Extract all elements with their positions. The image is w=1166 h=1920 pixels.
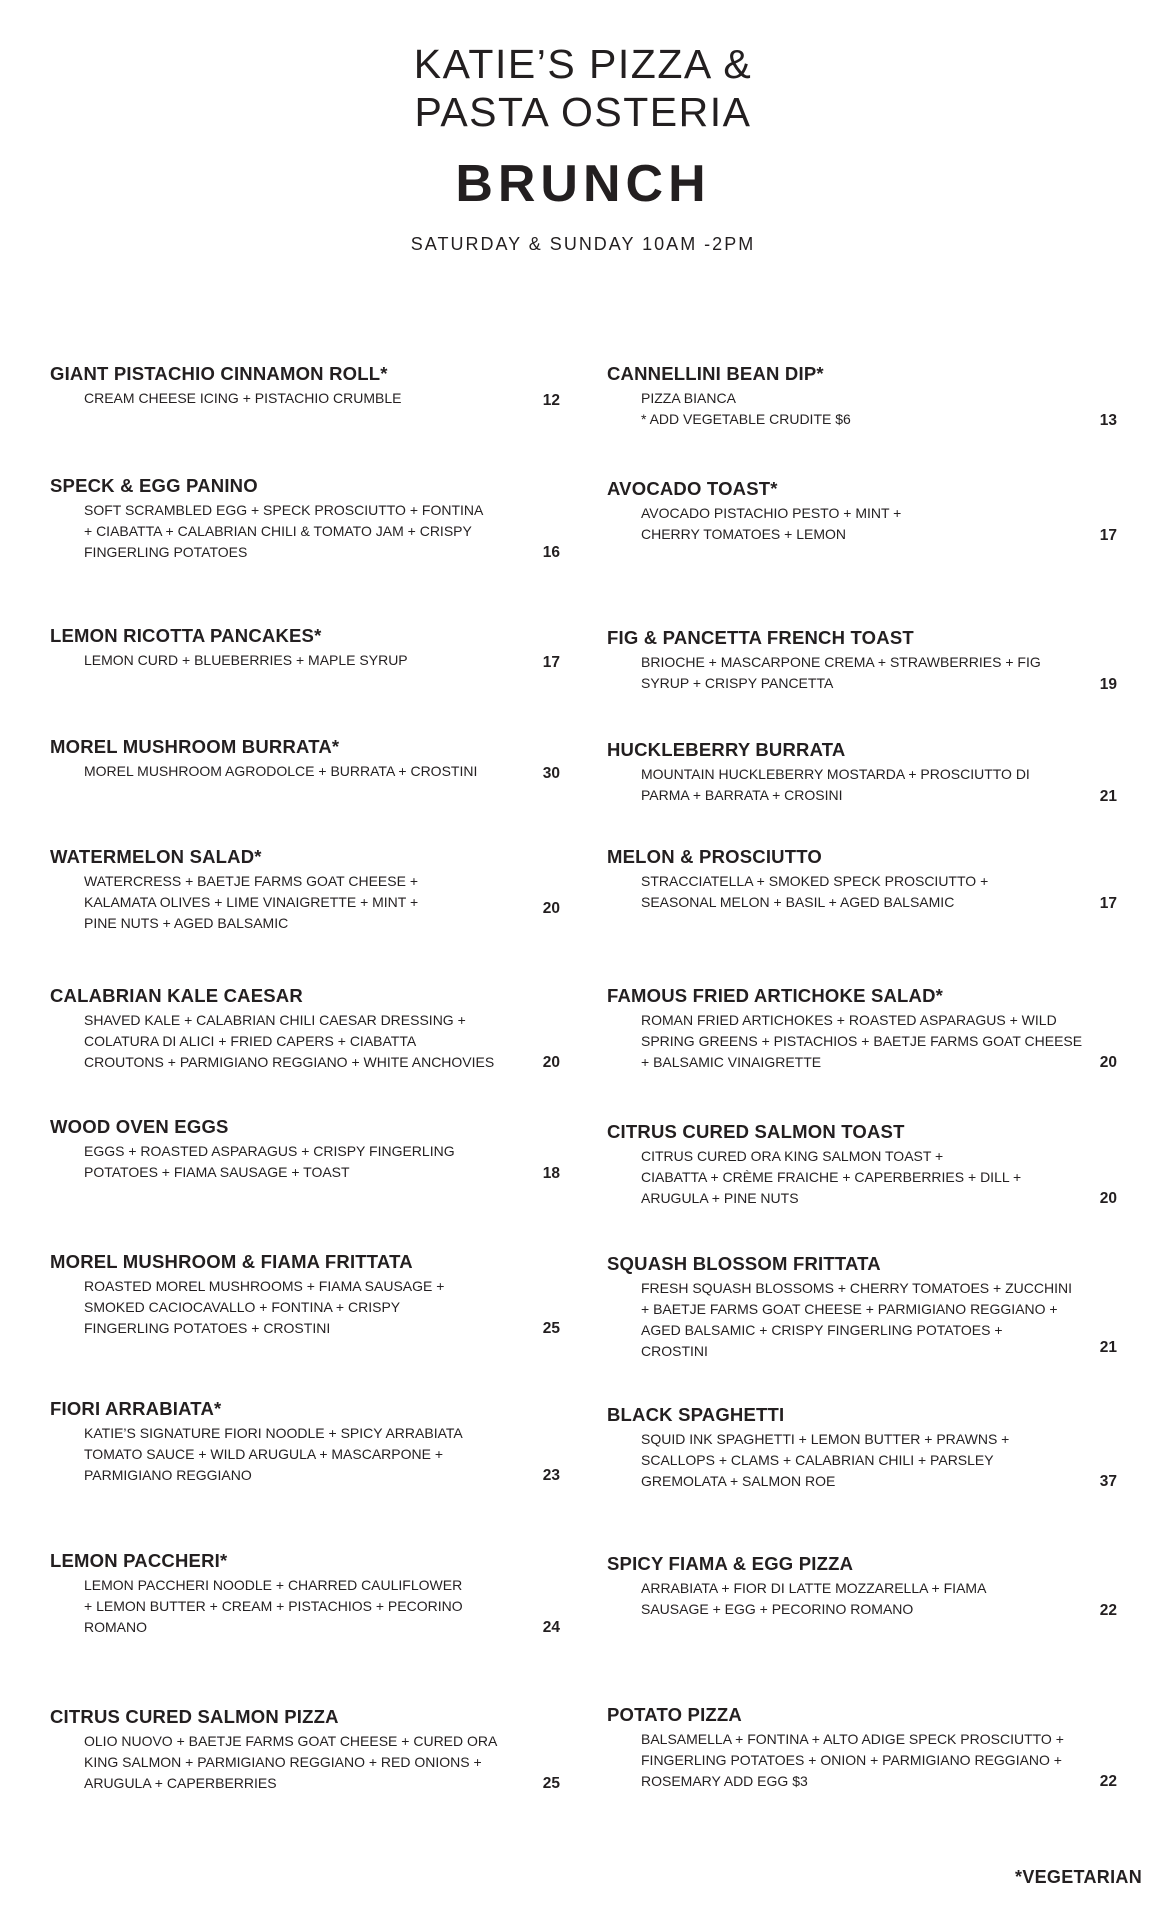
- menu-item-description-line: MOREL MUSHROOM AGRODOLCE + BURRATA + CROSTINI: [84, 763, 478, 779]
- menu-item: [50, 735, 560, 782]
- menu-item-price: 22: [1099, 1602, 1117, 1619]
- menu-item-description-line: ARUGULA + PINE NUTS: [641, 1190, 799, 1206]
- menu-item-description: [84, 1010, 495, 1073]
- menu-item: [607, 1403, 1117, 1492]
- menu-item-name: FIG & PANCETTA FRENCH TOAST: [607, 627, 914, 648]
- menu-item: [50, 1115, 560, 1183]
- menu-item: [50, 474, 560, 563]
- menu-item-name: POTATO PIZZA: [607, 1704, 742, 1725]
- menu-item-description: [641, 503, 1041, 545]
- menu-item-price: 23: [542, 1467, 560, 1484]
- menu-item-name: CITRUS CURED SALMON TOAST: [607, 1121, 905, 1142]
- menu-item-description-line: SEASONAL MELON + BASIL + AGED BALSAMIC: [641, 894, 955, 910]
- menu-item-price: 19: [1099, 676, 1117, 693]
- menu-item-price: 25: [542, 1775, 560, 1792]
- menu-item-description-line: BALSAMELLA + FONTINA + ALTO ADIGE SPECK PROSCIUTTO +: [641, 1731, 1064, 1747]
- menu-item-name: FAMOUS FRIED ARTICHOKE SALAD*: [607, 985, 944, 1006]
- menu-item-description: [84, 650, 484, 671]
- menu-item: [607, 1703, 1117, 1792]
- menu-item: [607, 738, 1117, 806]
- menu-item-description: [84, 1575, 484, 1638]
- menu-item-name: BLACK SPAGHETTI: [607, 1404, 785, 1425]
- menu-item-price: 24: [542, 1619, 560, 1636]
- menu-item-description: [641, 1010, 1083, 1073]
- menu-item: [50, 624, 560, 671]
- menu-item-description-line: AGED BALSAMIC + CRISPY FINGERLING POTATOES +: [641, 1322, 1003, 1338]
- menu-item-description-line: FINGERLING POTATOES + ONION + PARMIGIANO REGGIANO +: [641, 1752, 1062, 1768]
- menu-item-description-line: CHERRY TOMATOES + LEMON: [641, 526, 847, 542]
- menu-item-description-line: SAUSAGE + EGG + PECORINO ROMANO: [641, 1601, 914, 1617]
- menu-item-name: CALABRIAN KALE CAESAR: [50, 985, 303, 1006]
- menu-item-price: 20: [542, 900, 560, 917]
- menu-item-description-line: PARMA + BARRATA + CROSINI: [641, 787, 843, 803]
- menu-item-description-line: FINGERLING POTATOES: [84, 544, 248, 560]
- menu-item: [50, 845, 560, 934]
- menu-item-name: LEMON PACCHERI*: [50, 1550, 228, 1571]
- menu-item-price: 21: [1099, 1339, 1117, 1356]
- menu-item-name: MELON & PROSCIUTTO: [607, 846, 822, 867]
- menu-item: [607, 1552, 1117, 1620]
- menu-item-description-line: CROUTONS + PARMIGIANO REGGIANO + WHITE ANCHOVIES: [84, 1054, 495, 1070]
- restaurant-name-line1: KATIE’S PIZZA &: [413, 41, 753, 87]
- menu-item-description: [84, 1423, 484, 1486]
- menu-item-description-line: POTATOES + FIAMA SAUSAGE + TOAST: [84, 1164, 350, 1180]
- menu-item-description-line: + BAETJE FARMS GOAT CHEESE + PARMIGIANO REGGIANO +: [641, 1301, 1058, 1317]
- menu-item-description: [641, 1729, 1064, 1792]
- menu-item-description: [84, 1141, 484, 1183]
- menu-item-description: [84, 1731, 498, 1794]
- menu-item-description-line: CREAM CHEESE ICING + PISTACHIO CRUMBLE: [84, 390, 402, 406]
- menu-item: [607, 984, 1117, 1073]
- menu-item-price: 17: [1099, 527, 1117, 544]
- menu-item-name: MOREL MUSHROOM & FIAMA FRITTATA: [50, 1251, 413, 1272]
- menu-item-description-line: CROSTINI: [641, 1343, 708, 1359]
- menu-item-description-line: SPRING GREENS + PISTACHIOS + BAETJE FARMS GOAT CHEESE: [641, 1033, 1083, 1049]
- menu-item-description-line: MOUNTAIN HUCKLEBERRY MOSTARDA + PROSCIUTTO DI: [641, 766, 1030, 782]
- menu-item-name: HUCKLEBERRY BURRATA: [607, 739, 846, 760]
- menu-item-description: [641, 388, 1041, 430]
- menu-item-description: [641, 871, 1041, 913]
- menu-item-description: [84, 1276, 484, 1339]
- menu-item-description-line: + BALSAMIC VINAIGRETTE: [641, 1054, 822, 1070]
- restaurant-name-line2: PASTA OSTERIA: [414, 89, 752, 135]
- menu-item-description-line: WATERCRESS + BAETJE FARMS GOAT CHEESE +: [84, 873, 418, 889]
- menu-item: [607, 477, 1117, 545]
- menu-item-description-line: LEMON PACCHERI NOODLE + CHARRED CAULIFLOWER: [84, 1577, 463, 1593]
- menu-item-description-line: SHAVED KALE + CALABRIAN CHILI CAESAR DRESSING +: [84, 1012, 466, 1028]
- menu-item-name: SPICY FIAMA & EGG PIZZA: [607, 1553, 854, 1574]
- menu-item-description-line: ROMANO: [84, 1619, 147, 1635]
- menu-item-price: 30: [542, 765, 560, 782]
- menu-item: [50, 1397, 560, 1486]
- menu-item-description: [84, 388, 484, 409]
- menu-item: [50, 1705, 560, 1794]
- menu-item-description-line: KING SALMON + PARMIGIANO REGGIANO + RED ONIONS +: [84, 1754, 482, 1770]
- menu-item: [50, 362, 560, 409]
- menu-item-price: 12: [542, 392, 560, 409]
- menu-item-description-line: OLIO NUOVO + BAETJE FARMS GOAT CHEESE + CURED ORA: [84, 1733, 498, 1749]
- menu-item-description-line: SMOKED CACIOCAVALLO + FONTINA + CRISPY: [84, 1299, 401, 1315]
- menu-item: [50, 984, 560, 1073]
- menu-item-price: 21: [1099, 788, 1117, 805]
- menu-item-description-line: FRESH SQUASH BLOSSOMS + CHERRY TOMATOES + ZUCCHINI: [641, 1280, 1072, 1296]
- restaurant-name: [0, 40, 1166, 136]
- menu-item-price: 18: [542, 1165, 560, 1182]
- menu-item-description-line: CIABATTA + CRÈME FRAICHE + CAPERBERRIES + DILL +: [641, 1169, 1022, 1185]
- menu-item-description-line: EGGS + ROASTED ASPARAGUS + CRISPY FINGERLING: [84, 1143, 455, 1159]
- menu-item-description-line: PIZZA BIANCA: [641, 390, 736, 406]
- menu-item-price: 37: [1099, 1473, 1117, 1490]
- menu-item-description: [641, 1146, 1041, 1209]
- menu-item-description-line: SCALLOPS + CLAMS + CALABRIAN CHILI + PARSLEY: [641, 1452, 994, 1468]
- menu-item-description-line: STRACCIATELLA + SMOKED SPECK PROSCIUTTO +: [641, 873, 989, 889]
- menu-item-description-line: BRIOCHE + MASCARPONE CREMA + STRAWBERRIES + FIG: [641, 654, 1041, 670]
- menu-item-description-line: * ADD VEGETABLE CRUDITE $6: [641, 411, 851, 427]
- menu-item-description: [641, 1429, 1041, 1492]
- menu-item-name: FIORI ARRABIATA*: [50, 1398, 222, 1419]
- menu-item-description-line: AVOCADO PISTACHIO PESTO + MINT +: [641, 505, 902, 521]
- menu-item-description-line: ARRABIATA + FIOR DI LATTE MOZZARELLA + FIAMA: [641, 1580, 987, 1596]
- menu-item-name: SPECK & EGG PANINO: [50, 475, 258, 496]
- menu-item-description: [84, 500, 484, 563]
- menu-item-price: 20: [1099, 1054, 1117, 1071]
- menu-item-description-line: FINGERLING POTATOES + CROSTINI: [84, 1320, 331, 1336]
- menu-item-name: SQUASH BLOSSOM FRITTATA: [607, 1253, 881, 1274]
- menu-item-description: [84, 761, 484, 782]
- menu-item-price: 16: [542, 544, 560, 561]
- menu-item-description-line: + LEMON BUTTER + CREAM + PISTACHIOS + PECORINO: [84, 1598, 463, 1614]
- menu-item-price: 17: [542, 654, 560, 671]
- menu-item-description: [641, 652, 1041, 694]
- menu-item-price: 20: [1099, 1190, 1117, 1207]
- menu-item-price: 13: [1099, 412, 1117, 429]
- menu-item-description-line: CITRUS CURED ORA KING SALMON TOAST +: [641, 1148, 944, 1164]
- menu-item: [607, 1252, 1117, 1362]
- menu-item-name: CANNELLINI BEAN DIP*: [607, 363, 824, 384]
- menu-item-name: MOREL MUSHROOM BURRATA*: [50, 736, 340, 757]
- menu-item-description: [641, 1278, 1072, 1362]
- menu-item-name: WATERMELON SALAD*: [50, 846, 262, 867]
- menu-item-description-line: ROSEMARY ADD EGG $3: [641, 1773, 808, 1789]
- menu-item-description-line: KATIE’S SIGNATURE FIORI NOODLE + SPICY ARRABIATA: [84, 1425, 463, 1441]
- menu-item-price: 22: [1099, 1773, 1117, 1790]
- menu-item-description: [641, 764, 1041, 806]
- menu-item-price: 20: [542, 1054, 560, 1071]
- menu-item-description-line: LEMON CURD + BLUEBERRIES + MAPLE SYRUP: [84, 652, 408, 668]
- menu-item-description-line: PARMIGIANO REGGIANO: [84, 1467, 252, 1483]
- menu-item-price: 17: [1099, 895, 1117, 912]
- menu-item: [607, 626, 1117, 694]
- menu-item-description-line: TOMATO SAUCE + WILD ARUGULA + MASCARPONE +: [84, 1446, 444, 1462]
- menu-item: [607, 362, 1117, 430]
- menu-item-description-line: SOFT SCRAMBLED EGG + SPECK PROSCIUTTO + FONTINA: [84, 502, 484, 518]
- menu-item-name: WOOD OVEN EGGS: [50, 1116, 229, 1137]
- menu-item-description-line: + CIABATTA + CALABRIAN CHILI & TOMATO JAM + CRISPY: [84, 523, 472, 539]
- menu-item-description-line: SYRUP + CRISPY PANCETTA: [641, 675, 834, 691]
- menu-item-description-line: ARUGULA + CAPERBERRIES: [84, 1775, 277, 1791]
- service-hours: SATURDAY & SUNDAY 10AM -2PM: [410, 234, 756, 254]
- menu-item-name: AVOCADO TOAST*: [607, 478, 778, 499]
- menu-item-name: CITRUS CURED SALMON PIZZA: [50, 1706, 339, 1727]
- menu-item-price: 25: [542, 1320, 560, 1337]
- vegetarian-note: *VEGETARIAN: [1015, 1867, 1142, 1887]
- menu-item-description-line: COLATURA DI ALICI + FRIED CAPERS + CIABATTA: [84, 1033, 417, 1049]
- menu-item: [50, 1549, 560, 1638]
- menu-item-description-line: GREMOLATA + SALMON ROE: [641, 1473, 836, 1489]
- menu-item-description-line: PINE NUTS + AGED BALSAMIC: [84, 915, 289, 931]
- menu-item-description-line: ROMAN FRIED ARTICHOKES + ROASTED ASPARAGUS + WILD: [641, 1012, 1057, 1028]
- menu-item-description-line: SQUID INK SPAGHETTI + LEMON BUTTER + PRAWNS +: [641, 1431, 1010, 1447]
- menu-item: [607, 845, 1117, 913]
- menu-item-description-line: KALAMATA OLIVES + LIME VINAIGRETTE + MINT +: [84, 894, 419, 910]
- menu-item: [607, 1120, 1117, 1209]
- menu-item-name: LEMON RICOTTA PANCAKES*: [50, 625, 322, 646]
- menu-item: [50, 1250, 560, 1339]
- meal-title: BRUNCH: [455, 155, 711, 213]
- menu-item-description-line: ROASTED MOREL MUSHROOMS + FIAMA SAUSAGE +: [84, 1278, 445, 1294]
- menu-item-description: [84, 871, 484, 934]
- menu-header: [0, 40, 1166, 255]
- menu-item-name: GIANT PISTACHIO CINNAMON ROLL*: [50, 363, 388, 384]
- menu-item-description: [641, 1578, 1041, 1620]
